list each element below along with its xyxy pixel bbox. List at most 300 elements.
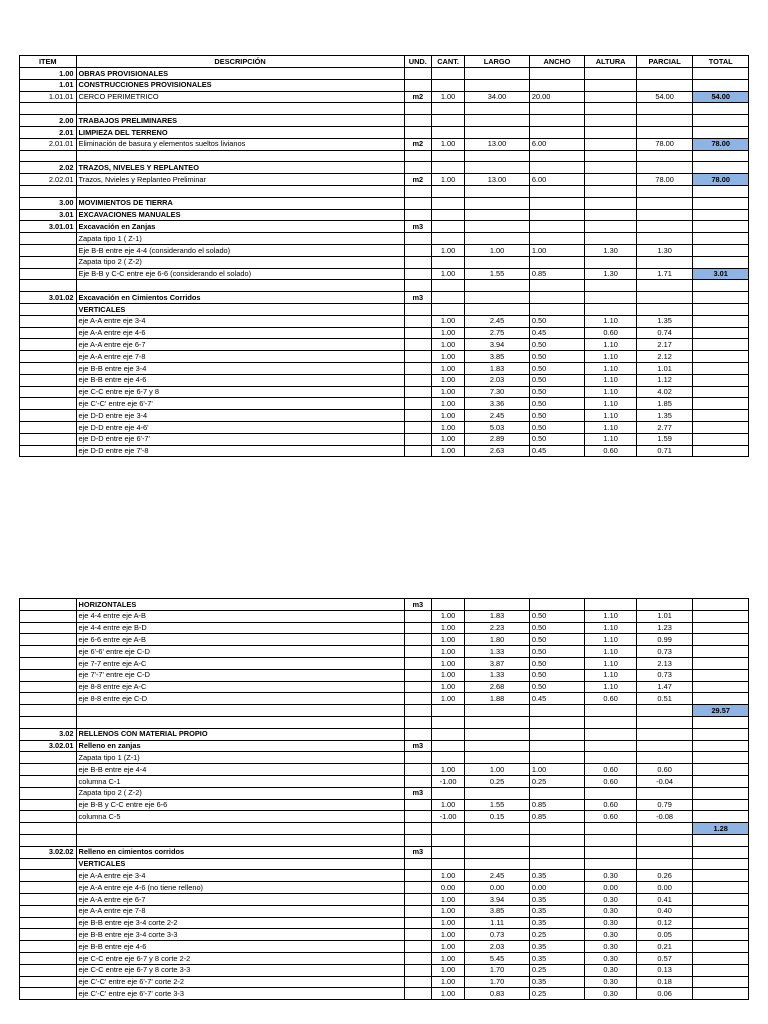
cell-largo [465, 292, 530, 304]
cell-und [404, 445, 431, 457]
header-cant: CANT. [431, 56, 464, 68]
cell-und [404, 716, 431, 728]
cell-ancho: 0.50 [529, 634, 585, 646]
cell-und [404, 917, 431, 929]
cell-total [693, 103, 749, 115]
cell-und [404, 858, 431, 870]
table-row [20, 799, 749, 811]
cell-total: 1.28 [693, 823, 749, 835]
cell-ancho: 0.50 [529, 362, 585, 374]
cell-largo: 1.33 [465, 646, 530, 658]
table-row [20, 693, 749, 705]
cell-ancho: 0.50 [529, 646, 585, 658]
cell-largo [465, 834, 530, 846]
cell-item: 2.02.01 [20, 174, 77, 186]
cell-total [693, 68, 749, 80]
cell-cant [431, 221, 464, 233]
cell-parcial: 1.85 [636, 398, 693, 410]
cell-descripcion [76, 280, 404, 292]
cell-ancho [529, 728, 585, 740]
cell-largo: 3.85 [465, 351, 530, 363]
cell-altura: 1.10 [585, 421, 636, 433]
cell-und: m3 [404, 599, 431, 611]
cell-total [693, 952, 749, 964]
cell-total [693, 126, 749, 138]
table-row [20, 386, 749, 398]
cell-descripcion: Zapata tipo 1 ( Z-1) [76, 233, 404, 245]
table-row [20, 374, 749, 386]
cell-largo: 1.11 [465, 917, 530, 929]
cell-item [20, 256, 77, 268]
table-row [20, 79, 749, 91]
cell-cant: 1.00 [431, 799, 464, 811]
cell-parcial: 0.60 [636, 764, 693, 776]
cell-cant: 1.00 [431, 681, 464, 693]
cell-altura: 0.30 [585, 964, 636, 976]
cell-total [693, 681, 749, 693]
cell-altura [585, 256, 636, 268]
cell-cant [431, 705, 464, 717]
table-row [20, 126, 749, 138]
cell-parcial [636, 599, 693, 611]
cell-parcial: 2.13 [636, 657, 693, 669]
cell-largo: 1.55 [465, 799, 530, 811]
table-row [20, 740, 749, 752]
cell-und [404, 988, 431, 1000]
cell-cant: 1.00 [431, 362, 464, 374]
table-row [20, 716, 749, 728]
header-largo: LARGO [465, 56, 530, 68]
cell-descripcion: Zapata tipo 1 (Z-1) [76, 752, 404, 764]
cell-parcial: 0.05 [636, 929, 693, 941]
cell-item [20, 339, 77, 351]
cell-descripcion: eje C'-C' entre eje 6'-7' corte 2-2 [76, 976, 404, 988]
cell-parcial [636, 150, 693, 162]
cell-item [20, 870, 77, 882]
cell-total [693, 162, 749, 174]
cell-cant: 1.00 [431, 268, 464, 280]
table-row [20, 657, 749, 669]
cell-item [20, 775, 77, 787]
cell-largo [465, 209, 530, 221]
cell-und [404, 410, 431, 422]
cell-total [693, 764, 749, 776]
cell-und [404, 256, 431, 268]
cell-parcial: 78.00 [636, 174, 693, 186]
cell-total [693, 882, 749, 894]
cell-ancho: 0.35 [529, 870, 585, 882]
cell-ancho [529, 599, 585, 611]
cell-ancho: 0.50 [529, 398, 585, 410]
table-row [20, 610, 749, 622]
cell-descripcion: columna C-1 [76, 775, 404, 787]
cell-descripcion: VERTICALES [76, 303, 404, 315]
cell-cant [431, 126, 464, 138]
table-row [20, 315, 749, 327]
cell-item: 1.00 [20, 68, 77, 80]
cell-largo [465, 728, 530, 740]
table-row [20, 185, 749, 197]
cell-descripcion: Eje B-B entre eje 4-4 (considerando el solado) [76, 244, 404, 256]
cell-largo: 2.63 [465, 445, 530, 457]
cell-total [693, 221, 749, 233]
cell-parcial [636, 162, 693, 174]
cell-cant: -1.00 [431, 775, 464, 787]
cell-largo: 1.88 [465, 693, 530, 705]
cell-cant: 1.00 [431, 244, 464, 256]
cell-item [20, 764, 77, 776]
cell-item [20, 752, 77, 764]
table-row [20, 681, 749, 693]
cell-item [20, 421, 77, 433]
cell-largo: 2.45 [465, 315, 530, 327]
cell-parcial: -0.08 [636, 811, 693, 823]
cell-parcial [636, 823, 693, 835]
table-row [20, 433, 749, 445]
cell-ancho: 0.35 [529, 917, 585, 929]
cell-parcial: 54.00 [636, 91, 693, 103]
cell-cant: 1.00 [431, 433, 464, 445]
cell-item [20, 386, 77, 398]
cell-item [20, 410, 77, 422]
cell-ancho: 0.25 [529, 775, 585, 787]
cell-und [404, 233, 431, 245]
cell-cant [431, 79, 464, 91]
cell-total [693, 846, 749, 858]
cell-item [20, 905, 77, 917]
cell-parcial: 0.40 [636, 905, 693, 917]
cell-largo: 1.83 [465, 362, 530, 374]
cell-total [693, 964, 749, 976]
cell-descripcion: eje D-D entre eje 4-6' [76, 421, 404, 433]
cell-und [404, 150, 431, 162]
cell-descripcion: RELLENOS CON MATERIAL PROPIO [76, 728, 404, 740]
cell-cant: 1.00 [431, 610, 464, 622]
cell-parcial [636, 292, 693, 304]
cell-altura: 0.30 [585, 917, 636, 929]
cell-largo [465, 787, 530, 799]
cell-descripcion: eje 8-8 entre eje C-D [76, 693, 404, 705]
cell-ancho: 1.00 [529, 244, 585, 256]
cell-ancho [529, 150, 585, 162]
cell-und: m3 [404, 292, 431, 304]
cell-descripcion: eje 8-8 entre eje A-C [76, 681, 404, 693]
cell-descripcion [76, 716, 404, 728]
cell-altura: 1.10 [585, 386, 636, 398]
cell-cant [431, 280, 464, 292]
cell-und [404, 374, 431, 386]
cell-parcial [636, 787, 693, 799]
cell-item [20, 268, 77, 280]
cell-ancho [529, 740, 585, 752]
cell-parcial: 1.01 [636, 610, 693, 622]
cell-item [20, 634, 77, 646]
table-row [20, 362, 749, 374]
table-row [20, 705, 749, 717]
cell-parcial [636, 68, 693, 80]
cell-descripcion: eje 4-4 entre eje B-D [76, 622, 404, 634]
table-row [20, 988, 749, 1000]
cell-ancho [529, 280, 585, 292]
cell-total [693, 150, 749, 162]
cell-item: 3.02 [20, 728, 77, 740]
cell-cant [431, 197, 464, 209]
cell-altura [585, 752, 636, 764]
cell-largo [465, 115, 530, 127]
cell-parcial: 0.12 [636, 917, 693, 929]
cell-item [20, 303, 77, 315]
cell-parcial: 2.77 [636, 421, 693, 433]
cell-total [693, 657, 749, 669]
table-row [20, 917, 749, 929]
cell-total [693, 893, 749, 905]
cell-ancho: 0.35 [529, 952, 585, 964]
cell-cant [431, 150, 464, 162]
cell-und [404, 351, 431, 363]
table-row [20, 811, 749, 823]
cell-largo: 3.94 [465, 339, 530, 351]
cell-und [404, 115, 431, 127]
cell-largo: 3.85 [465, 905, 530, 917]
cell-und [404, 976, 431, 988]
cell-cant [431, 728, 464, 740]
table-row [20, 292, 749, 304]
cell-parcial: 0.79 [636, 799, 693, 811]
cell-total [693, 917, 749, 929]
cell-parcial [636, 303, 693, 315]
cell-descripcion: VERTICALES [76, 858, 404, 870]
cell-und [404, 386, 431, 398]
cell-largo: 3.36 [465, 398, 530, 410]
cell-item [20, 681, 77, 693]
cell-largo: 1.80 [465, 634, 530, 646]
table-row [20, 870, 749, 882]
cell-altura: 1.10 [585, 398, 636, 410]
cell-descripcion [76, 705, 404, 717]
cell-largo: 0.83 [465, 988, 530, 1000]
cell-und [404, 870, 431, 882]
cell-cant: 1.00 [431, 941, 464, 953]
cell-und [404, 681, 431, 693]
cell-largo [465, 103, 530, 115]
cell-parcial: 1.35 [636, 315, 693, 327]
header-altura: ALTURA [585, 56, 636, 68]
table-row [20, 834, 749, 846]
cell-largo [465, 126, 530, 138]
table-row [20, 68, 749, 80]
table-row [20, 209, 749, 221]
cell-cant: 1.00 [431, 669, 464, 681]
cell-largo: 0.15 [465, 811, 530, 823]
cell-altura: 0.60 [585, 799, 636, 811]
cell-descripcion: eje A-A entre eje 4-6 [76, 327, 404, 339]
cell-total: 3.01 [693, 268, 749, 280]
table-row [20, 197, 749, 209]
cell-und [404, 811, 431, 823]
cell-item: 2.01 [20, 126, 77, 138]
table-row [20, 858, 749, 870]
cell-item [20, 374, 77, 386]
cell-und [404, 929, 431, 941]
cell-parcial: 1.47 [636, 681, 693, 693]
cell-cant: 1.00 [431, 386, 464, 398]
cell-largo [465, 233, 530, 245]
cell-ancho [529, 79, 585, 91]
cell-largo: 1.55 [465, 268, 530, 280]
cell-descripcion: Eliminación de basura y elementos sueltos livianos [76, 138, 404, 150]
cell-descripcion: eje C'-C' entre eje 6'-7' [76, 398, 404, 410]
cell-ancho [529, 846, 585, 858]
cell-ancho [529, 233, 585, 245]
cell-item [20, 657, 77, 669]
cell-total [693, 421, 749, 433]
cell-cant: 1.00 [431, 410, 464, 422]
cell-cant: 0.00 [431, 882, 464, 894]
cell-und [404, 209, 431, 221]
cell-cant [431, 823, 464, 835]
table-row [20, 787, 749, 799]
table-row [20, 941, 749, 953]
cell-cant: 1.00 [431, 174, 464, 186]
cell-largo [465, 256, 530, 268]
cell-und [404, 79, 431, 91]
cell-cant: 1.00 [431, 91, 464, 103]
cell-altura: 0.60 [585, 811, 636, 823]
cell-altura: 0.30 [585, 893, 636, 905]
cell-altura: 0.60 [585, 764, 636, 776]
cell-cant: 1.00 [431, 138, 464, 150]
cell-und [404, 244, 431, 256]
cell-ancho: 0.50 [529, 374, 585, 386]
cell-descripcion: TRAZOS, NIVELES Y REPLANTEO [76, 162, 404, 174]
cell-parcial: 0.99 [636, 634, 693, 646]
cell-parcial: 1.71 [636, 268, 693, 280]
cell-cant [431, 292, 464, 304]
cell-item [20, 103, 77, 115]
table-row [20, 634, 749, 646]
cell-descripcion: eje 4-4 entre eje A-B [76, 610, 404, 622]
cell-altura: 1.10 [585, 669, 636, 681]
table-row [20, 162, 749, 174]
cell-cant [431, 185, 464, 197]
table-body-top [20, 68, 749, 457]
cell-cant: 1.00 [431, 893, 464, 905]
cell-cant [431, 256, 464, 268]
cell-ancho [529, 834, 585, 846]
cell-altura: 0.60 [585, 327, 636, 339]
cell-parcial: 1.12 [636, 374, 693, 386]
cell-descripcion: CONSTRUCCIONES PROVISIONALES [76, 79, 404, 91]
cell-cant: 1.00 [431, 374, 464, 386]
cell-altura: 1.10 [585, 622, 636, 634]
cell-total [693, 976, 749, 988]
budget-table-bottom [19, 598, 749, 1000]
cell-descripcion: OBRAS PROVISIONALES [76, 68, 404, 80]
cell-altura [585, 740, 636, 752]
cell-parcial [636, 115, 693, 127]
cell-altura [585, 150, 636, 162]
cell-item: 2.01.01 [20, 138, 77, 150]
cell-item [20, 917, 77, 929]
cell-cant [431, 787, 464, 799]
cell-und: m3 [404, 846, 431, 858]
cell-cant [431, 103, 464, 115]
cell-total [693, 197, 749, 209]
cell-item [20, 433, 77, 445]
cell-altura: 1.10 [585, 351, 636, 363]
table-row [20, 221, 749, 233]
cell-ancho: 0.50 [529, 433, 585, 445]
cell-total: 29.57 [693, 705, 749, 717]
cell-descripcion: eje 6-6 entre eje A-B [76, 634, 404, 646]
cell-ancho: 0.50 [529, 421, 585, 433]
cell-parcial: 1.23 [636, 622, 693, 634]
cell-und [404, 775, 431, 787]
table-row [20, 823, 749, 835]
cell-altura [585, 823, 636, 835]
cell-item [20, 787, 77, 799]
cell-altura: 1.10 [585, 339, 636, 351]
cell-descripcion: eje C-C entre eje 6-7 y 8 corte 3-3 [76, 964, 404, 976]
cell-item: 3.00 [20, 197, 77, 209]
cell-parcial: 0.71 [636, 445, 693, 457]
cell-largo: 1.00 [465, 764, 530, 776]
cell-descripcion [76, 185, 404, 197]
cell-altura: 1.10 [585, 433, 636, 445]
cell-ancho: 0.50 [529, 339, 585, 351]
cell-und: m3 [404, 221, 431, 233]
cell-descripcion: eje 7-7 entre eje A-C [76, 657, 404, 669]
cell-descripcion: eje A-A entre eje 7-8 [76, 905, 404, 917]
cell-cant [431, 740, 464, 752]
cell-largo [465, 752, 530, 764]
cell-altura [585, 787, 636, 799]
table-row [20, 976, 749, 988]
table-row [20, 752, 749, 764]
cell-und [404, 693, 431, 705]
cell-altura: 0.60 [585, 775, 636, 787]
cell-altura: 1.10 [585, 315, 636, 327]
cell-descripcion: Excavación en Zanjas [76, 221, 404, 233]
cell-largo [465, 846, 530, 858]
table-row [20, 174, 749, 186]
cell-descripcion: eje A-A entre eje 4-6 (no tiene relleno) [76, 882, 404, 894]
cell-altura: 1.10 [585, 681, 636, 693]
cell-largo [465, 280, 530, 292]
cell-descripcion: eje B-B entre eje 4-4 [76, 764, 404, 776]
cell-total [693, 79, 749, 91]
cell-item: 3.01.01 [20, 221, 77, 233]
cell-und [404, 268, 431, 280]
cell-descripcion [76, 103, 404, 115]
cell-item [20, 823, 77, 835]
cell-parcial: 0.51 [636, 693, 693, 705]
cell-altura: 1.30 [585, 268, 636, 280]
cell-parcial [636, 221, 693, 233]
cell-cant: 1.00 [431, 988, 464, 1000]
cell-descripcion: Zapata tipo 2 ( Z-2) [76, 787, 404, 799]
header-und: UND. [404, 56, 431, 68]
cell-ancho [529, 115, 585, 127]
cell-altura: 1.10 [585, 610, 636, 622]
cell-altura: 0.00 [585, 882, 636, 894]
cell-largo: 2.23 [465, 622, 530, 634]
cell-altura: 0.60 [585, 693, 636, 705]
table-row [20, 280, 749, 292]
cell-ancho: 0.35 [529, 893, 585, 905]
cell-total [693, 115, 749, 127]
cell-altura: 0.30 [585, 952, 636, 964]
